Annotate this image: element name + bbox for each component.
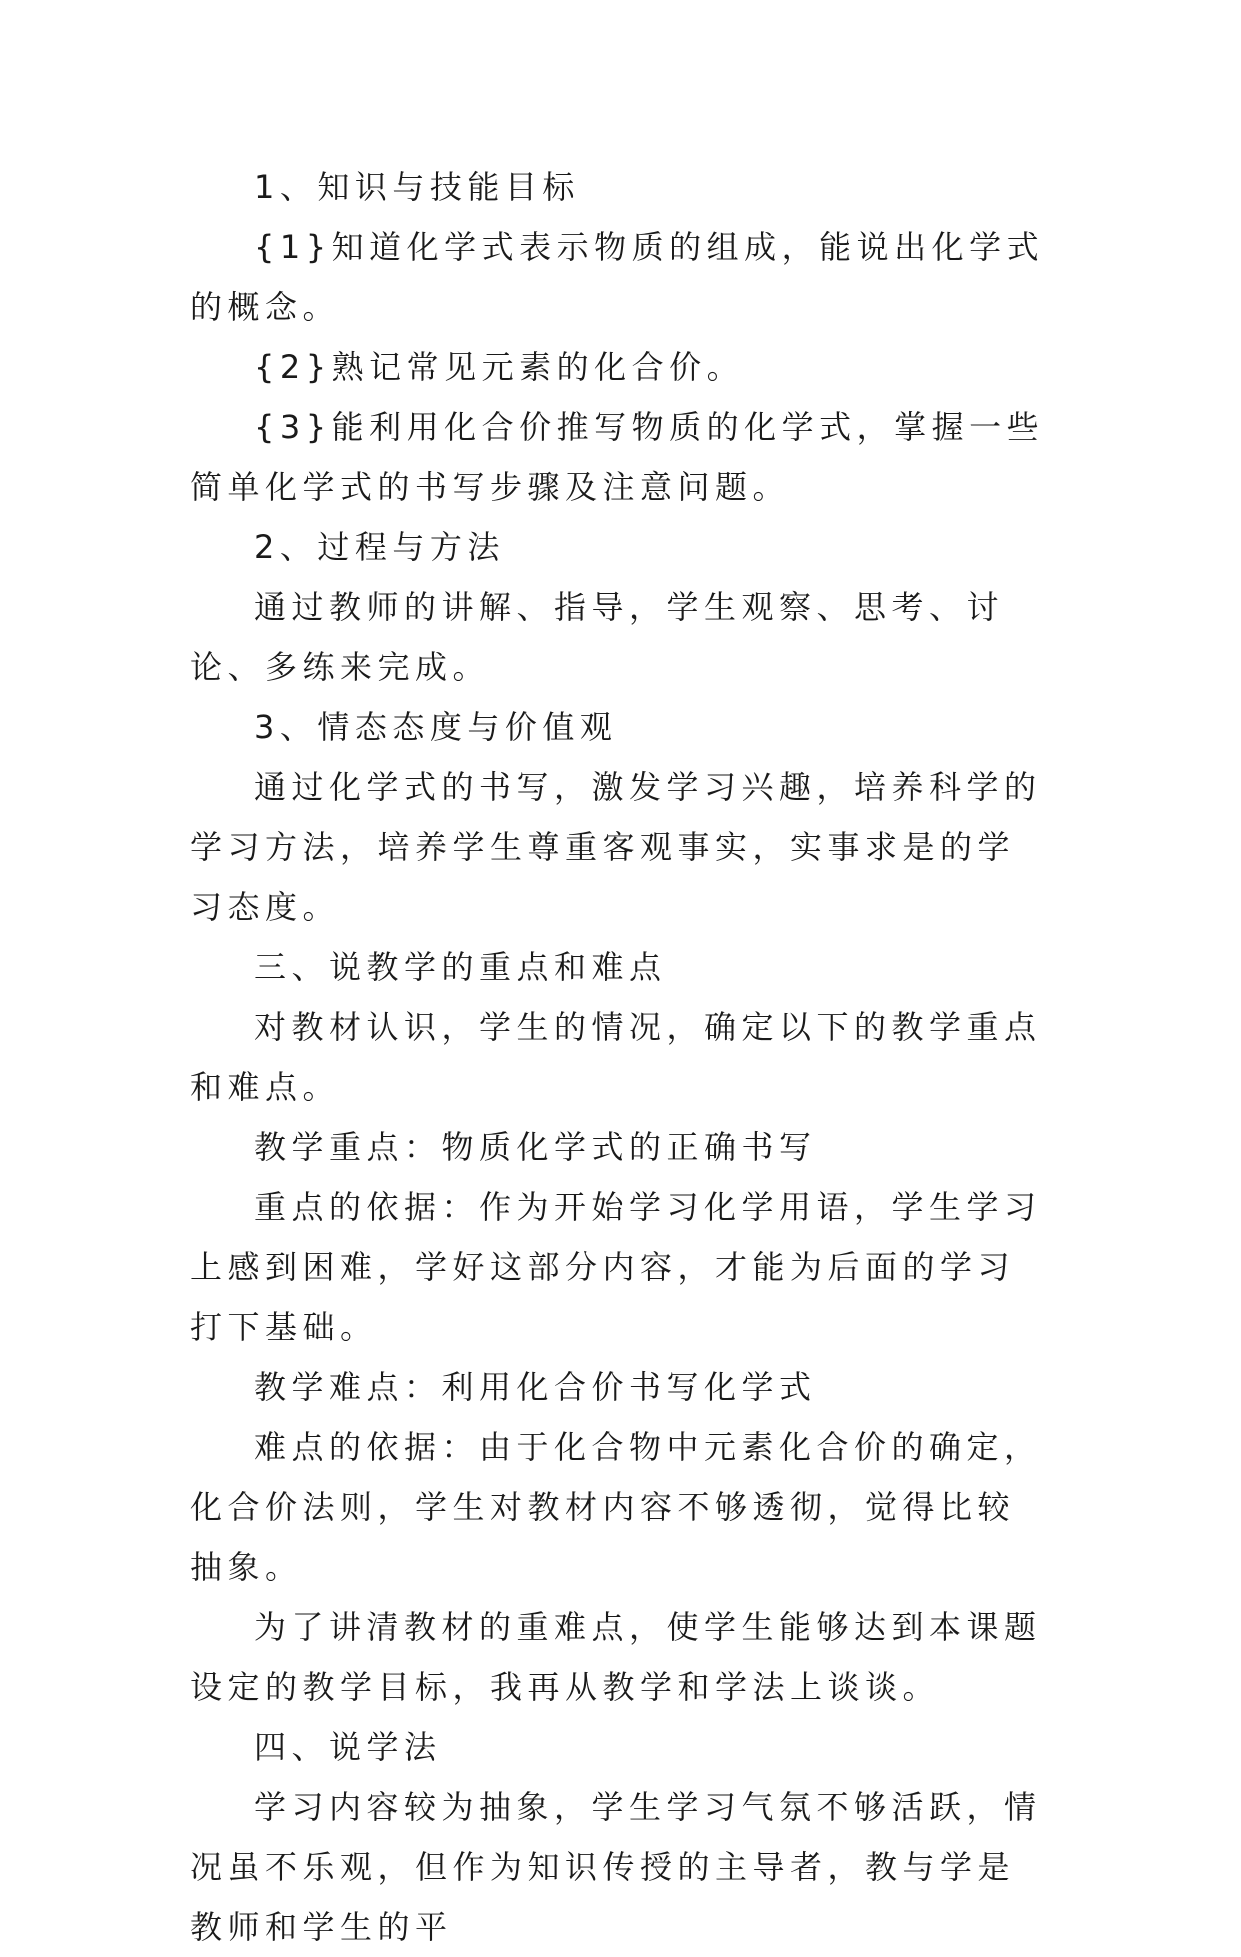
teaching-key-point: 教学重点：物质化学式的正确书写: [254, 1128, 817, 1166]
heading-process-method: 2、过程与方法: [254, 528, 505, 566]
teaching-difficult-point: 教学难点：利用化合价书写化学式: [254, 1368, 817, 1406]
paragraph-process-method: 通过教师的讲解、指导，学生观察、思考、讨论、多练来完成。: [190, 588, 1005, 686]
list-item-3: {3}能利用化合价推写物质的化学式，掌握一些简单化学式的书写步骤及注意问题。: [190, 408, 1045, 506]
difficult-point-basis: 难点的依据：由于化合物中元素化合价的确定，化合价法则，学生对教材内容不够透彻，觉得比较抽象。: [190, 1428, 1042, 1586]
list-item-1: {1}知道化学式表示物质的组成，能说出化学式的概念。: [190, 228, 1045, 326]
heading-knowledge-skills: 1、知识与技能目标: [254, 168, 580, 206]
paragraph-key-difficult-intro: 对教材认识，学生的情况，确定以下的教学重点和难点。: [190, 1008, 1042, 1106]
heading-study-method: 四、说学法: [254, 1728, 442, 1766]
key-point-basis: 重点的依据：作为开始学习化学用语，学生学习上感到困难，学好这部分内容，才能为后面的学习打下基础。: [190, 1188, 1042, 1346]
document-page: [190, 157, 1050, 1957]
list-item-2: {2}熟记常见元素的化合价。: [254, 348, 745, 386]
paragraph-transition: 为了讲清教材的重难点，使学生能够达到本课题设定的教学目标，我再从教学和学法上谈谈。: [190, 1608, 1042, 1706]
heading-key-difficult-points: 三、说教学的重点和难点: [254, 948, 667, 986]
paragraph-study-method: 学习内容较为抽象，学生学习气氛不够活跃，情况虽不乐观，但作为知识传授的主导者，教与学是教师和学生的平: [190, 1788, 1042, 1946]
paragraph-attitude-values: 通过化学式的书写，激发学习兴趣，培养科学的学习方法，培养学生尊重客观事实，实事求是的学习态度。: [190, 768, 1042, 926]
heading-attitude-values: 3、情态态度与价值观: [254, 708, 618, 746]
